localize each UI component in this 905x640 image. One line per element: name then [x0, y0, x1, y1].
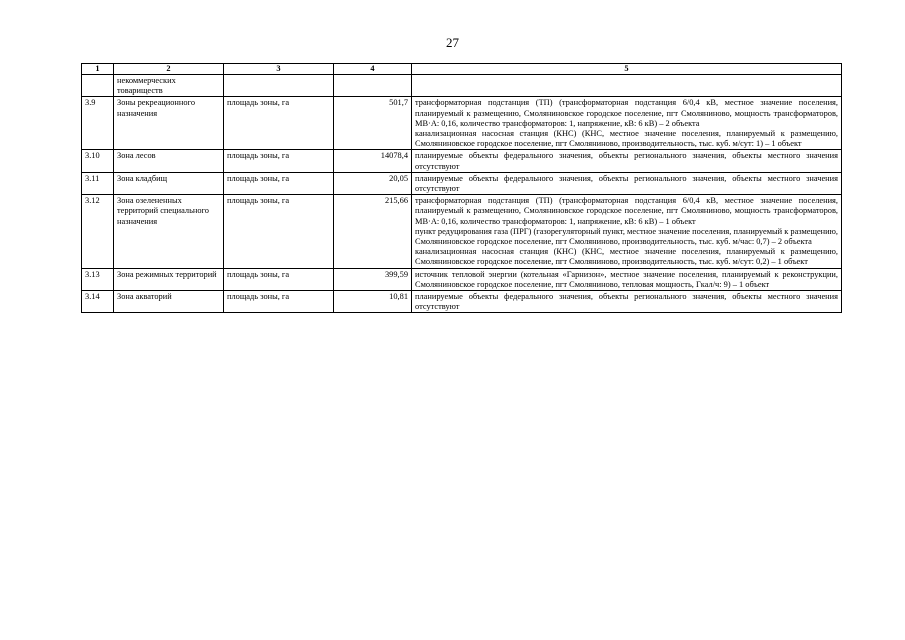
parameter-value: 14078,4	[334, 150, 412, 172]
parameter-name: площадь зоны, га	[224, 268, 334, 290]
planned-object-item: канализационная насосная станция (КНС) (КНС, местное значение поселения, планируемый к размещению, Смоляниновское городское поселение, пгт Смоляниново, производительность, тыс. куб. м/сут: 0,2) – 1 объект	[415, 247, 838, 267]
row-number: 3.11	[82, 172, 114, 194]
table-row	[82, 172, 842, 194]
parameter-name: площадь зоны, га	[224, 97, 334, 150]
row-number	[82, 75, 114, 97]
table-row	[82, 268, 842, 290]
parameter-name: площадь зоны, га	[224, 150, 334, 172]
zone-name: некоммерческих товариществ	[114, 75, 224, 97]
parameter-value: 20,05	[334, 172, 412, 194]
table-row	[82, 75, 842, 97]
table-row	[82, 291, 842, 313]
planned-objects	[412, 195, 842, 268]
parameter-value: 501,7	[334, 97, 412, 150]
planned-objects	[412, 97, 842, 150]
row-number: 3.9	[82, 97, 114, 150]
parameter-name: площадь зоны, га	[224, 172, 334, 194]
zone-name: Зона кладбищ	[114, 172, 224, 194]
zone-name: Зона акваторий	[114, 291, 224, 313]
planned-object-item: канализационная насосная станция (КНС) (КНС, местное значение поселения, планируемый к размещению, Смоляниновское городское поселение, пгт Смоляниново, производительность, тыс. куб. м/сут: 1) – 1 объект	[415, 129, 838, 149]
planned-object-item: пункт редуцирования газа (ПРГ) (газорегуляторный пункт, местное значение поселения, планируемый к размещению, Смоляниновское городское поселение, пгт Смоляниново, производительность, тыс. куб. м/час: 0,7) – 2 объекта	[415, 226, 838, 247]
row-number: 3.10	[82, 150, 114, 172]
parameter-value: 215,66	[334, 195, 412, 268]
parameter-value	[334, 75, 412, 97]
zone-name: Зона режимных территорий	[114, 268, 224, 290]
planned-object-item: трансформаторная подстанция (ТП) (трансформаторная подстанция 6/0,4 кВ, местное значение поселения, планируемый к размещению, Смоляниновское городское поселение, пгт Смоляниново, мощность трансформаторов, МВ·А: 0,16, количество трансформаторов: 1, напряжение, кВ: 6 кВ) – 1 объект	[415, 196, 838, 226]
header-col-4: 4	[334, 64, 412, 75]
header-col-5: 5	[412, 64, 842, 75]
header-col-1: 1	[82, 64, 114, 75]
row-number: 3.12	[82, 195, 114, 268]
row-number: 3.14	[82, 291, 114, 313]
planned-object-item: планируемые объекты федерального значения, объекты регионального значения, объекты местного значения отсутствуют	[415, 173, 838, 194]
planned-objects	[412, 291, 842, 313]
page-number: 27	[446, 35, 459, 50]
zone-name: Зона озелененных территорий специального назначения	[114, 195, 224, 268]
planned-objects	[412, 172, 842, 194]
parameter-value: 399,59	[334, 268, 412, 290]
zones-table	[81, 63, 842, 313]
planned-objects	[412, 150, 842, 172]
planned-objects	[412, 75, 842, 97]
table-header-row	[82, 64, 842, 75]
row-number: 3.13	[82, 268, 114, 290]
table-body	[82, 75, 842, 313]
parameter-name: площадь зоны, га	[224, 291, 334, 313]
zone-name: Зона лесов	[114, 150, 224, 172]
table-row	[82, 97, 842, 150]
parameter-value: 10,81	[334, 291, 412, 313]
planned-object-item: трансформаторная подстанция (ТП) (трансформаторная подстанция 6/0,4 кВ, местное значение поселения, планируемый к размещению, Смоляниновское городское поселение, пгт Смоляниново, мощность трансформаторов, МВ·А: 0,16, количество трансформаторов: 1, напряжение, кВ: 6 кВ) – 2 объекта	[415, 98, 838, 128]
planned-object-item: источник тепловой энергии (котельная «Гарнизон», местное значение поселения, планируемый к реконструкции, Смоляниновское городское поселение, пгт Смоляниново, тепловая мощность, Гкал/ч: 9) – 1 объект	[415, 269, 838, 289]
parameter-name	[224, 75, 334, 97]
planned-object-item: планируемые объекты федерального значения, объекты регионального значения, объекты местного значения отсутствуют	[415, 292, 838, 312]
header-col-2: 2	[114, 64, 224, 75]
planned-object-item: планируемые объекты федерального значения, объекты регионального значения, объекты местного значения отсутствуют	[415, 151, 838, 171]
parameter-name: площадь зоны, га	[224, 195, 334, 268]
table-row	[82, 195, 842, 268]
planned-objects	[412, 268, 842, 290]
header-col-3: 3	[224, 64, 334, 75]
zone-name: Зоны рекреационного назначения	[114, 97, 224, 150]
table-row	[82, 150, 842, 172]
